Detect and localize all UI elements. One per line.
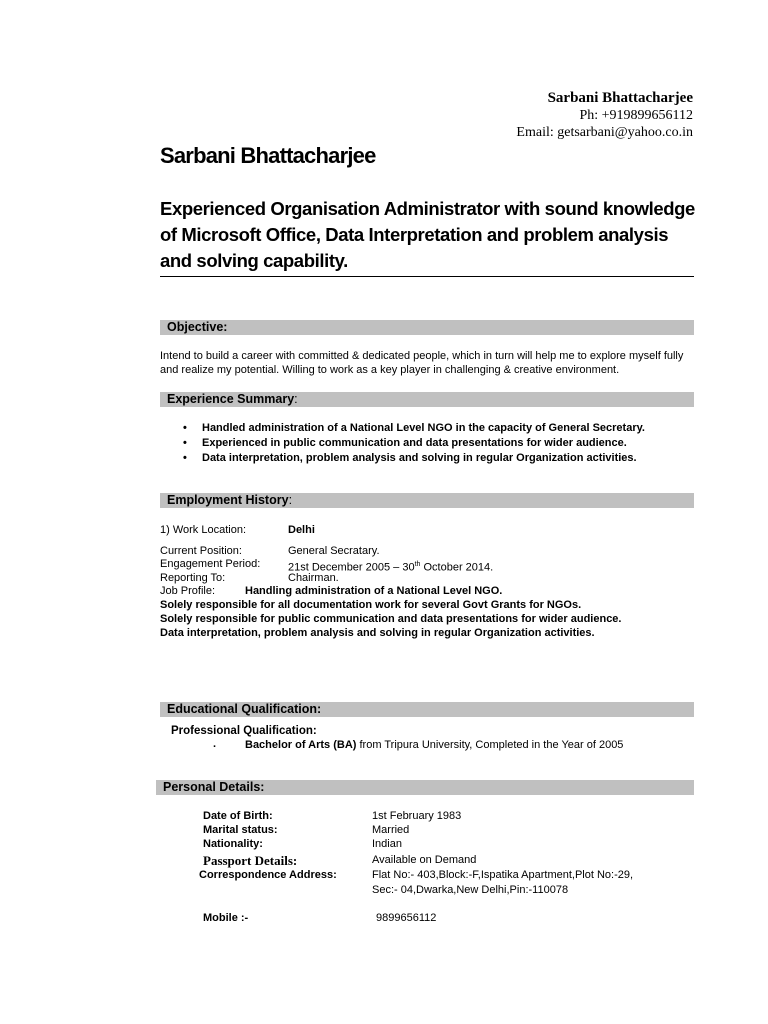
experience-list: [180, 421, 700, 466]
objective-title: Objective:: [167, 320, 228, 334]
job-profile-first: Handling administration of a National Level NGO.: [245, 585, 503, 597]
reporting-value: Chairman.: [288, 572, 339, 584]
address-line-1: Flat No:- 403,Block:-F,Ispatika Apartment,Plot No:-29,: [372, 869, 634, 881]
dob-label: Date of Birth:: [203, 810, 273, 822]
address-line-2: Sec:- 04,Dwarka,New Delhi,Pin:-110078: [372, 884, 569, 896]
education-bullet: .: [213, 738, 217, 750]
nationality-value: Indian: [372, 838, 402, 850]
list-item: • Handled administration of a National Level NGO in the capacity of General Secretary.: [180, 421, 700, 436]
divider: [160, 276, 694, 277]
marital-value: Married: [372, 824, 410, 836]
personal-title: Personal Details:: [163, 780, 265, 794]
nationality-label: Nationality:: [203, 838, 263, 850]
position-value: General Secratary.: [288, 545, 380, 557]
experience-title: Experience Summary: [167, 392, 295, 406]
period-label: Engagement Period:: [160, 558, 261, 570]
job-profile-line: Data interpretation, problem analysis and solving in regular Organization activities.: [160, 627, 595, 639]
personal-header: [156, 780, 694, 795]
dob-value: 1st February 1983: [372, 810, 462, 822]
list-item: • Data interpretation, problem analysis and solving in regular Organization activities.: [180, 451, 700, 466]
headline: Experienced Organisation Administrator with sound knowledge of Microsoft Office, Data Interpretation and problem analysis and solving capability.: [160, 198, 695, 271]
mobile-value: 9899656112: [376, 912, 437, 924]
education-header: [160, 702, 694, 717]
employment-title: Employment History: [167, 493, 289, 507]
period-value: 21st December 2005 – 30th October 2014.: [288, 561, 494, 574]
passport-value: Available on Demand: [372, 854, 477, 866]
job-profile-line: Solely responsible for all documentation work for several Govt Grants for NGOs.: [160, 599, 582, 611]
job-profile-line: Solely responsible for public communication and data presentations for wider audience.: [160, 613, 622, 625]
address-label: Correspondence Address:: [199, 869, 337, 881]
contact-email: Email: getsarbani@yahoo.co.in: [516, 125, 693, 140]
reporting-label: Reporting To:: [160, 572, 226, 584]
marital-label: Marital status:: [203, 824, 278, 836]
job-profile-label: Job Profile:: [160, 585, 216, 597]
contact-phone: Ph: +919899656112: [579, 108, 693, 123]
passport-label: Passport Details:: [203, 853, 298, 868]
experience-header: Experience Summary:: [160, 392, 694, 407]
education-title: Educational Qualification:: [167, 702, 322, 716]
work-location: Delhi: [288, 524, 315, 536]
education-item: Bachelor of Arts (BA) from Tripura University, Completed in the Year of 2005: [245, 739, 624, 751]
objective-text: Intend to build a career with committed & dedicated people, which in turn will help me to explore myself fully and realize my potential. Willing to work as a key player in challenging & creative environment.: [160, 350, 684, 376]
work-location-label: 1) Work Location:: [160, 524, 247, 536]
contact-name: Sarbani Bhattacharjee: [547, 90, 693, 106]
education-subtitle: Professional Qualification:: [171, 725, 317, 737]
employment-header: Employment History:: [160, 493, 694, 508]
mobile-label: Mobile :-: [203, 912, 249, 924]
resume-name: Sarbani Bhattacharjee: [160, 143, 376, 168]
list-item: • Experienced in public communication and data presentations for wider audience.: [180, 436, 700, 451]
contact-block: [516, 90, 693, 141]
position-label: Current Position:: [160, 545, 242, 557]
objective-header: [160, 320, 694, 335]
